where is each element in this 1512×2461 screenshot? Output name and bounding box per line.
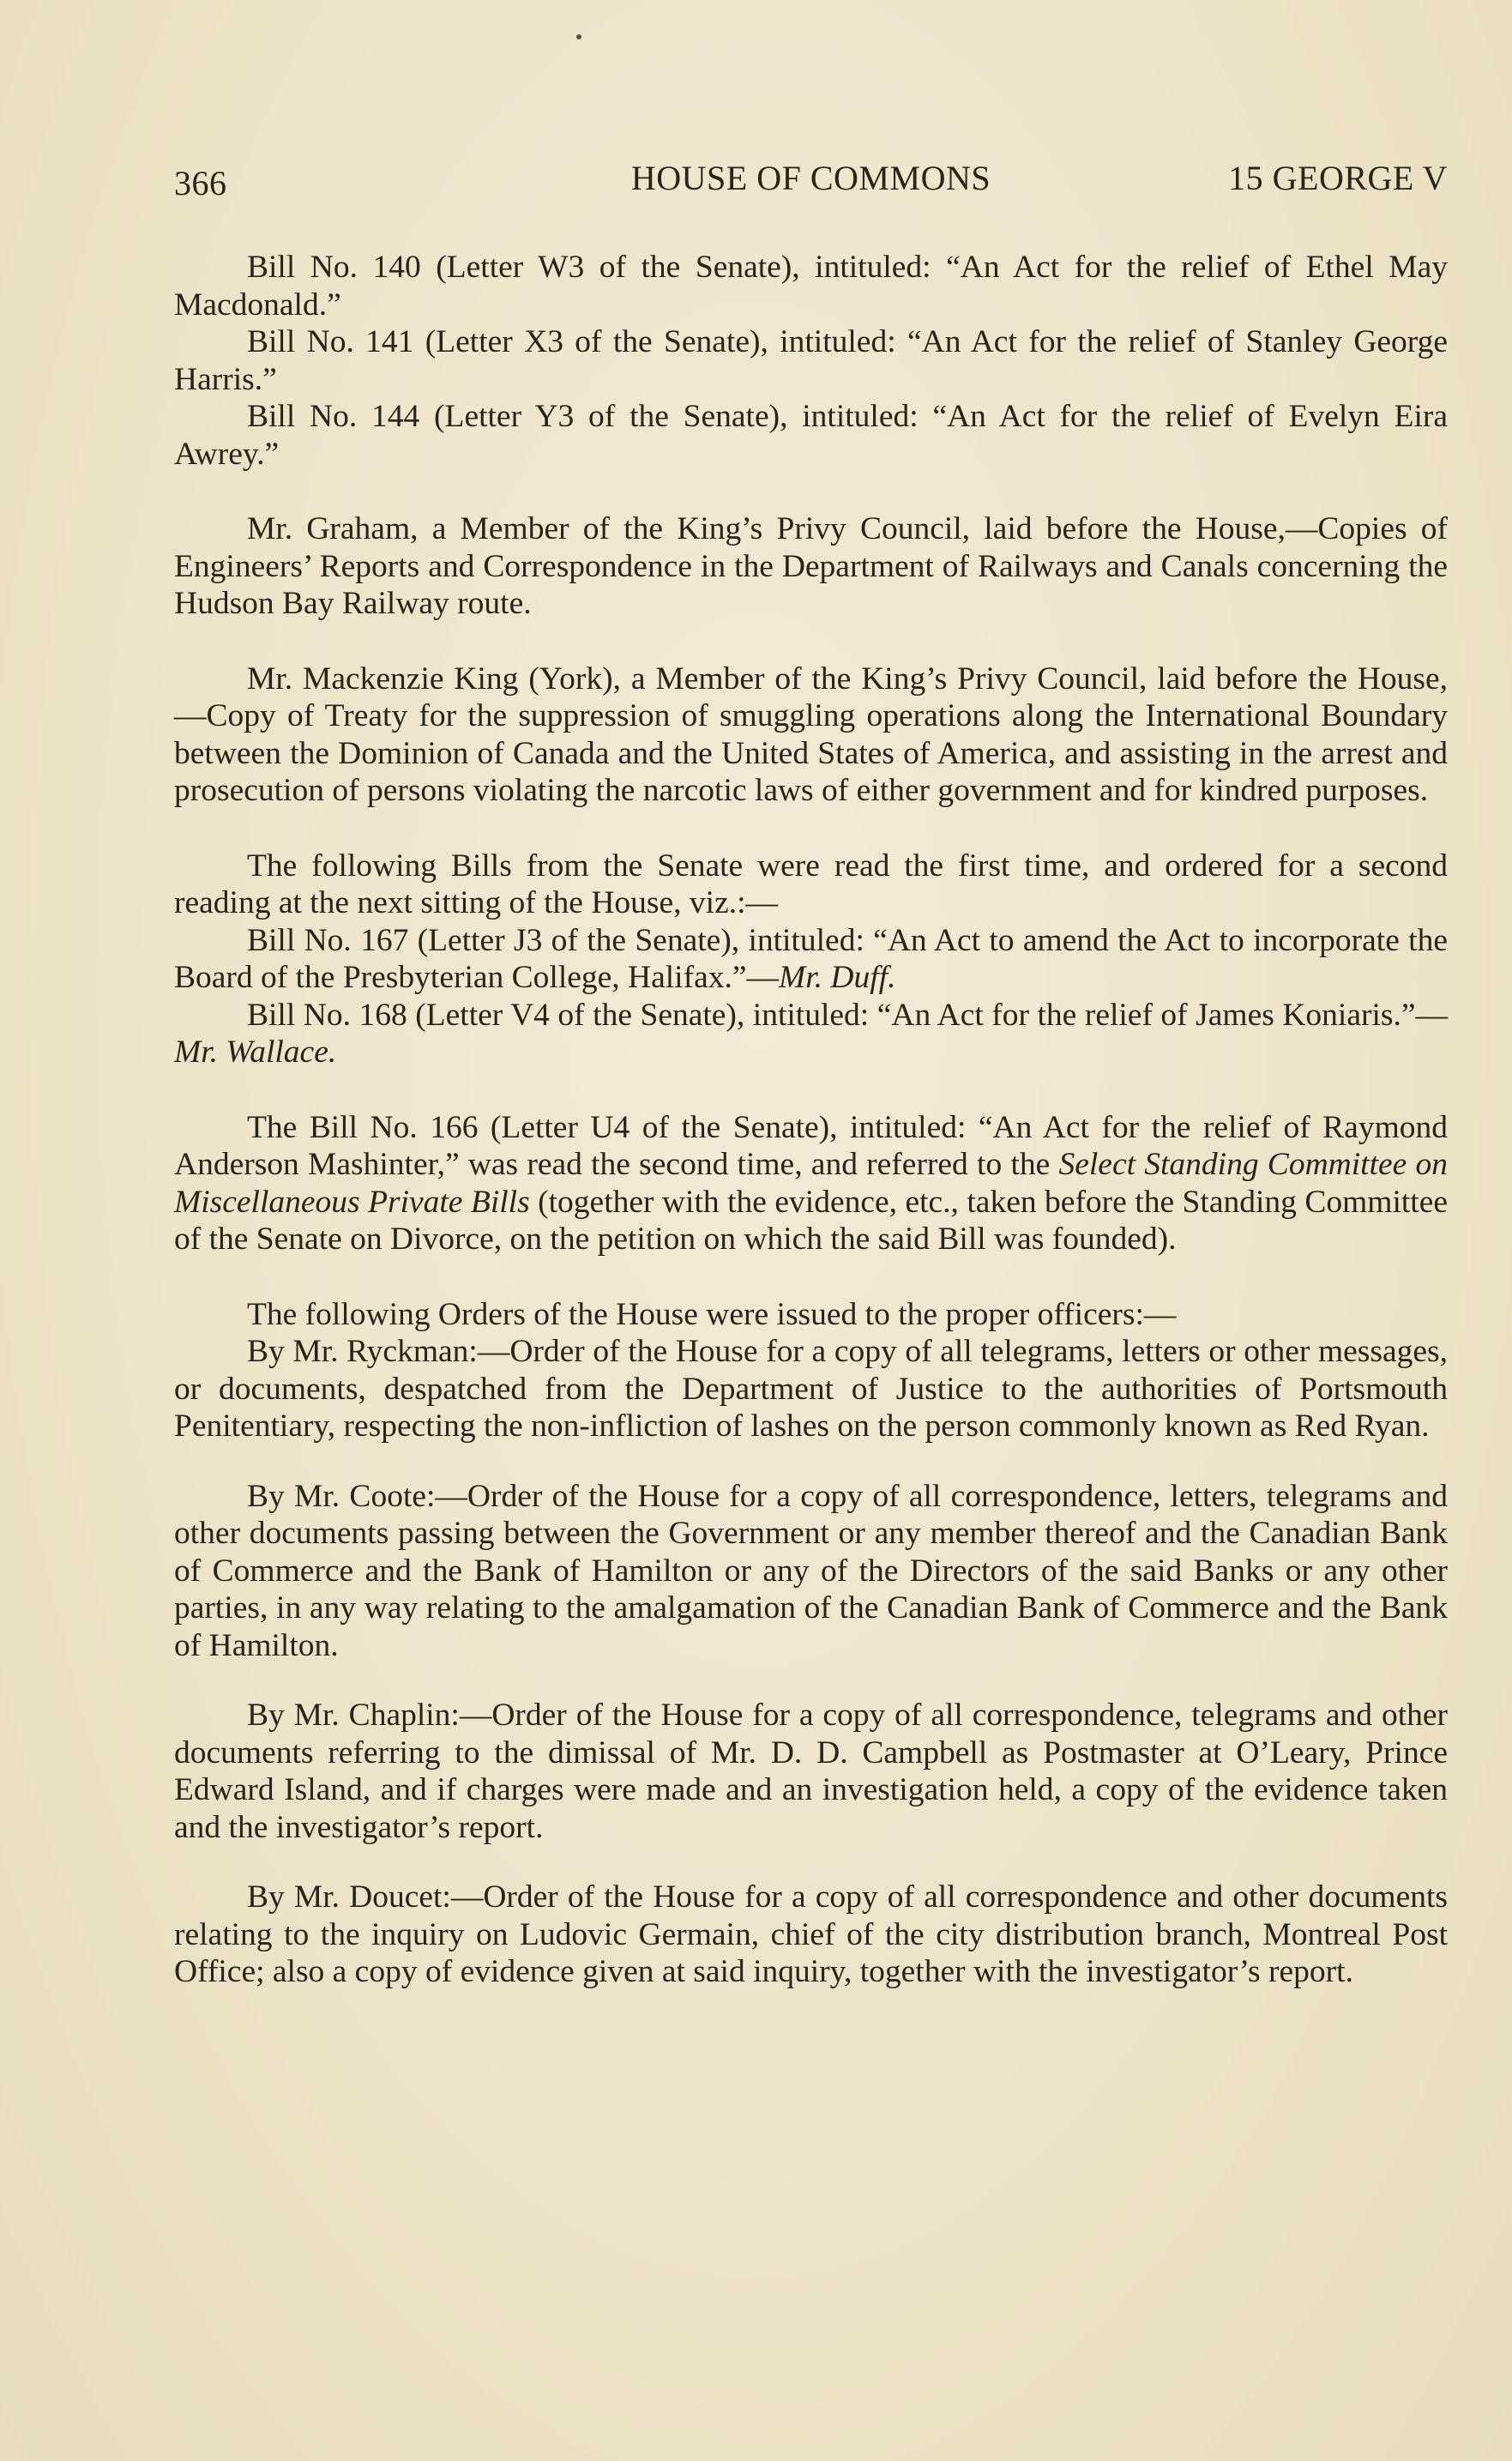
page-number: 366 bbox=[174, 164, 227, 202]
paragraph-order-coote: By Mr. Coote:—Order of the House for a copy of all correspondence, letters, telegrams and other documents passing between the Government or any member thereof and the Canadian Bank of Commerce and the Bank of Hamilton or any of the Directors of the said Banks or any other parties, in any way relating to the amalgamation of the Canadian Bank of Commerce and the Bank of Hamilton. bbox=[174, 1478, 1448, 1663]
bill-168-text: Bill No. 168 (Letter V4 of the Senate), intituled: “An Act for the relief of James Koniaris.”— bbox=[247, 997, 1448, 1033]
bill-167-sponsor: Mr. Duff. bbox=[779, 960, 896, 995]
paragraph-senate-bills-intro: The following Bills from the Senate were read the first time, and ordered for a second reading at the next sitting of the House, viz.:— bbox=[174, 847, 1448, 920]
print-speck bbox=[576, 34, 581, 39]
paragraph-order-chaplin: By Mr. Chaplin:—Order of the House for a copy of all correspondence, telegrams and other documents referring to the dimissal of Mr. D. D. Campbell as Postmaster at O’Leary, Prince Edward Island, and if charges were made and an investigation held, a copy of the evidence taken and the investigator’s report. bbox=[174, 1698, 1448, 1845]
paragraph-bill-166 bbox=[174, 1109, 1448, 1258]
paragraph-graham-reports: Mr. Graham, a Member of the King’s Privy Council, laid before the House,—Copies of Engineers’ Reports and Correspondence in the Department of Railways and Canals concerning the Hudson Bay Railway route. bbox=[174, 511, 1448, 621]
paragraph-bill-144: Bill No. 144 (Letter Y3 of the Senate), intituled: “An Act for the relief of Evelyn Eira Awrey.” bbox=[174, 399, 1448, 472]
paragraph-order-doucet: By Mr. Doucet:—Order of the House for a copy of all correspondence and other documents relating to the inquiry on Ludovic Germain, chief of the city distribution branch, Montreal Post Office; also a copy of evidence given at said inquiry, together with the investigator’s report. bbox=[174, 1879, 1448, 1989]
regnal-year: 15 GEORGE V bbox=[1228, 159, 1448, 197]
paragraph-bill-168 bbox=[174, 997, 1448, 1071]
bill-168-sponsor: Mr. Wallace. bbox=[174, 1034, 337, 1070]
paragraph-order-ryckman: By Mr. Ryckman:—Order of the House for a copy of all telegrams, letters or other messages, or documents, despatched from the Department of Justice to the authorities of Portsmouth Penitentiary, respecting the non-infliction of lashes on the person commonly known as Red Ryan. bbox=[174, 1334, 1448, 1444]
paragraph-orders-intro: The following Orders of the House were issued to the proper officers:— bbox=[247, 1296, 1177, 1332]
page-title: HOUSE OF COMMONS bbox=[630, 159, 991, 197]
bill-166-text-after: (together with the evidence, etc., taken before the Standing Committee of the Senate on Divorce, on the petition on which the said Bill was founded). bbox=[174, 1184, 1449, 1257]
paragraph-bill-140: Bill No. 140 (Letter W3 of the Senate), intituled: “An Act for the relief of Ethel May Macdonald.” bbox=[174, 250, 1448, 323]
journal-text bbox=[174, 249, 1448, 1991]
paragraph-king-treaty: Mr. Mackenzie King (York), a Member of the King’s Privy Council, laid before the House,—Copy of Treaty for the suppression of smuggling operations along the International Boundary between the Dominion of Canada and the United States of America, and assisting in the arrest and prosecution of persons violating the narcotic laws of either government and for kindred purposes. bbox=[174, 660, 1448, 808]
committee-name: Select Standing Committee on Miscellaneous Private Bills bbox=[174, 1147, 1449, 1220]
bill-167-text: Bill No. 167 (Letter J3 of the Senate), intituled: “An Act to amend the Act to incorporate the Board of the Presbyterian College, Halifax.”— bbox=[174, 922, 1448, 995]
bill-166-text-before: The Bill No. 166 (Letter U4 of the Senate), intituled: “An Act for the relief of Raymond Anderson Mashinter,” was read the second time, and referred to the bbox=[174, 1109, 1448, 1182]
paragraph-bill-167 bbox=[174, 922, 1448, 997]
paragraph-bill-141: Bill No. 141 (Letter X3 of the Senate), intituled: “An Act for the relief of Stanley George Harris.” bbox=[174, 324, 1448, 397]
running-header bbox=[174, 153, 1448, 204]
